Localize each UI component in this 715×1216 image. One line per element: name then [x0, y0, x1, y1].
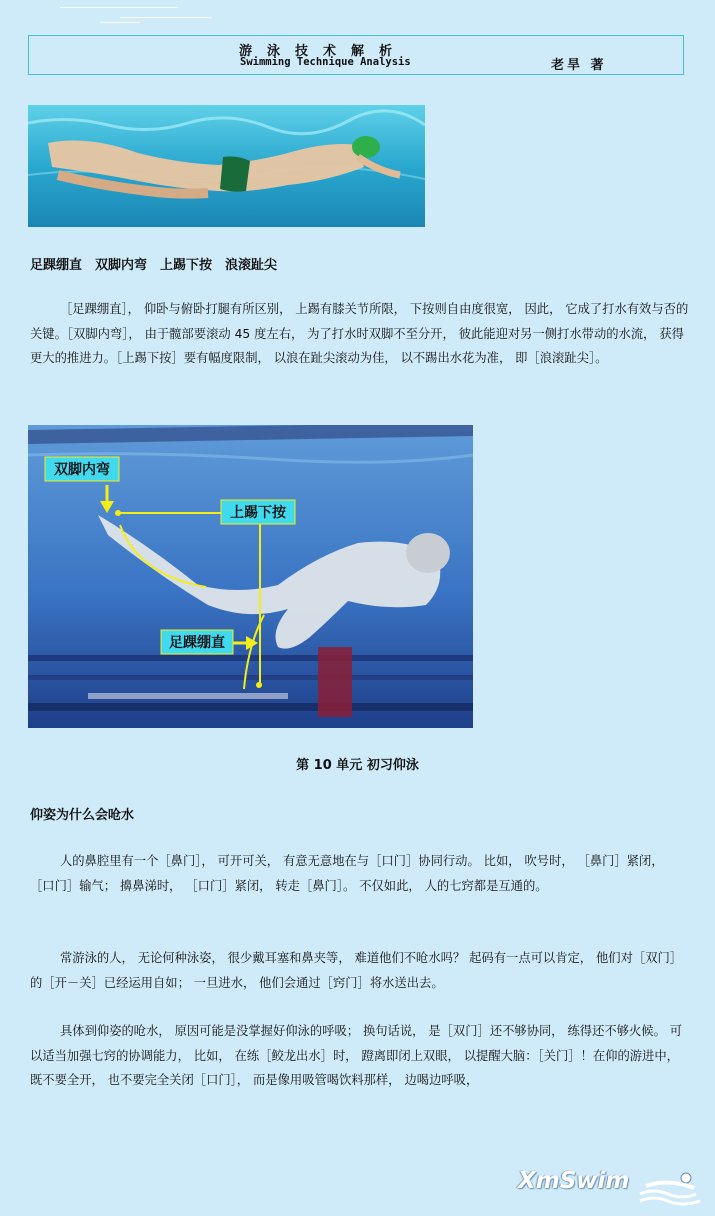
swimmer-waves-icon: [638, 1170, 704, 1208]
choking-paragraph-2: 常游泳的人， 无论何种泳姿， 很少戴耳塞和鼻夹等， 难道他们不呛水吗？ 起码有一点可以肯定， 他们对［双门］的［开－关］已经运用自如； 一旦进水， 他们会通过［窍门］将水送出去。: [30, 951, 683, 990]
choking-paragraph-1: 人的鼻腔里有一个［鼻门］， 可开可关， 有意无意地在与［口门］协同行动。 比如， 吹号时， ［鼻门］紧闭， ［口门］输气； 擤鼻涕时， ［口门］紧闭， 转走［鼻门］。 不仅如此， 人的七窍都是互通的。: [30, 854, 664, 893]
section-heading-kick: 足踝绷直 双脚内弯 上踢下按 浪滚趾尖: [30, 258, 278, 273]
xmswim-logo: [518, 1168, 704, 1208]
callout-ankles-in: [45, 457, 119, 481]
logo-text: XmSwim: [518, 1168, 630, 1194]
callout-up-down: [221, 500, 295, 524]
callout-label-2: 上踢下按: [230, 505, 286, 521]
page-title: 游泳技术解析: [239, 44, 408, 59]
page-subtitle: Swimming Technique Analysis: [240, 56, 411, 68]
top-decor-line-2: [120, 17, 212, 18]
section-heading-choking: 仰姿为什么会呛水: [30, 808, 135, 823]
author: 老旱 著: [551, 58, 607, 73]
callout-label-3: 足踝绷直: [169, 635, 225, 651]
choking-paragraph-3: 具体到仰姿的呛水， 原因可能是没掌握好仰泳的呼吸； 换句话说， 是［双门］还不够协同， 练得还不够火候。 可以适当加强七窍的协调能力， 比如， 在练［鲛龙出水］时， 蹬离即闭上双眼， 以提醒大脑：［关门］！在仰的游进中， 既不要全开， 也不要完全关闭［口门］， 而是像用吸管喝饮料那样， 边喝边呼吸，: [30, 1024, 683, 1087]
top-decor-line-3: [100, 22, 140, 23]
callout-label-1: 双脚内弯: [54, 462, 110, 478]
kick-paragraph: ［足踝绷直］， 仰卧与俯卧打腿有所区别， 上踢有膝关节所限， 下按则自由度很宽， 因此， 它成了打水有效与否的关键。［双脚内弯］， 由于髋部要滚动 45 度左右， 为了打水时双脚不至分开， 彼此能迎对另一侧打水带动的水流， 获得更大的推进力。［上踢下按］要有幅度限制， 以浪在趾尖滚动为佳， 以不踢出水花为准， 即［浪滚趾尖］。: [30, 302, 689, 365]
kick-diagram-photo: [28, 425, 473, 728]
unit-title: 第 10 单元 初习仰泳: [296, 758, 419, 773]
swimmer-photo-1: [28, 105, 425, 227]
top-decor-line-1: [60, 7, 178, 8]
title-box: [28, 35, 684, 75]
callout-ankle-straight: [161, 630, 233, 654]
